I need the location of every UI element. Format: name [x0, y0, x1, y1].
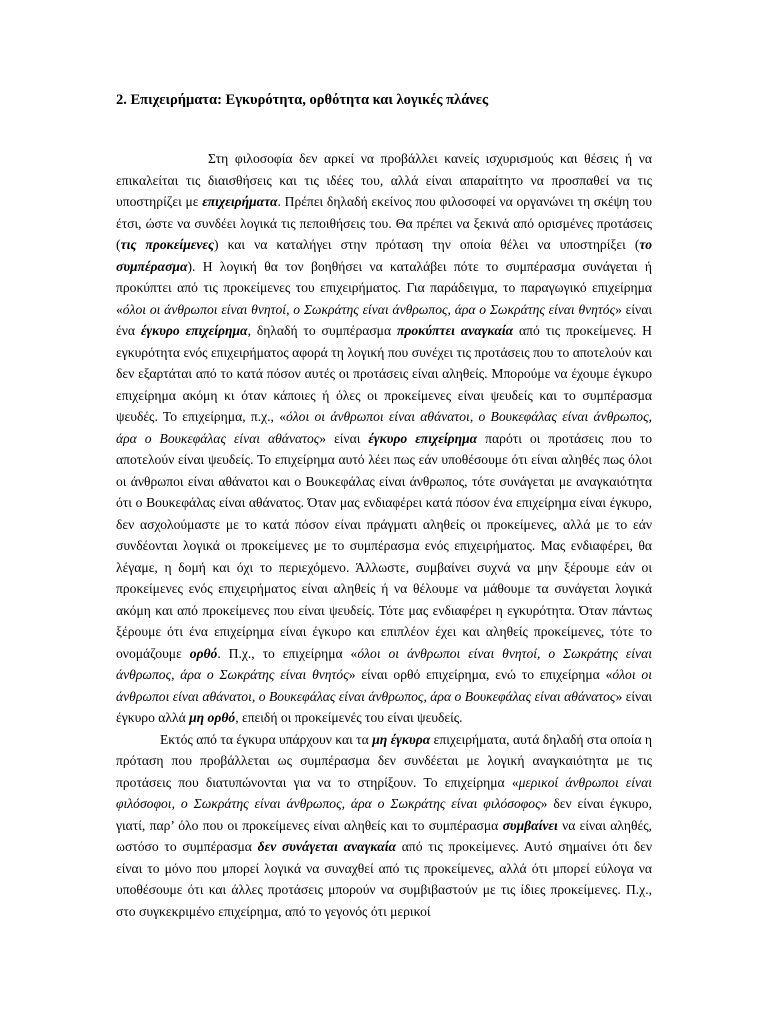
text-run: από τις προκείμενες. Αυτό σημαίνει ότι δεν είναι το μόνο που μπορεί λογικά να συναχθεί από τις προκείμενες, αλλά ότι μπορεί εύλογα να υποθέσουμε ότι και άλλες προτάσεις μπορούν να συμβιβαστούν με τις ίδιες προκείμενες. Π.χ., στο συγκεκριμένο επιχείρημα, από το γεγονός ότι μερικοί [116, 839, 652, 919]
text-run: μερικοί άνθρωποι είναι φιλόσοφοι, ο Σωκράτης είναι άνθρωπος, άρα ο Σωκράτης είναι φιλόσοφος [116, 774, 653, 811]
text-run: συμβαίνει [502, 817, 558, 833]
text-run: , δηλαδή το συμπέρασμα [247, 323, 397, 338]
text-run: μη έγκυρα [372, 731, 431, 747]
text-run: όλοι οι άνθρωποι είναι θνητοί, ο Σωκράτης είναι άνθρωπος, άρα ο Σωκράτης είναι θνητός [116, 645, 652, 682]
paragraph-validity [116, 148, 652, 729]
text-run: έγκυρο επιχείρημα [140, 323, 248, 338]
text-run: παρότι οι προτάσεις που το αποτελούν είναι ψευδείς. Το επιχείρημα αυτό λέει πως εάν υποθέσουμε ότι είναι αληθές πως όλοι οι άνθρωποι είναι αθάνατοι και ο Βουκεφάλας είναι άνθρωπος, τότε συνάγεται με αναγκαιότητα ότι ο Βουκεφάλας είναι αθάνατος. Όταν μας ενδιαφέρει κατά πόσον ένα επιχείρημα είναι έγκυρο, δεν ασχολούμαστε με το κατά πόσον είναι πράγματι αληθείς οι προκείμενες, αλλά με το εάν συνδέονται λογικά οι προκείμενες με το συμπέρασμα ενός επιχειρήματος. Μας ενδιαφέρει, θα λέγαμε, η δομή και όχι το περιεχόμενο. Άλλωστε, συμβαίνει συχνά να μην ξέρουμε εάν οι προκείμενες ενός επιχειρήματος είναι αληθείς ή να θέλουμε να μάθουμε τα συνάγεται λογικά ακόμη και από προκείμενες που είναι ψευδείς. Τότε μας ενδιαφέρει η εγκυρότητα. Όταν πάντως ξέρουμε ότι ένα επιχείρημα είναι έγκυρο και επιπλέον έχει και αληθείς προκείμενες, τότε το ονομάζουμε [116, 430, 652, 661]
text-run: από τις προκείμενες. Η εγκυρότητα ενός επιχειρήματος αφορά τη λογική που συνέχει τις προτάσεις που το αποτελούν και δεν εξαρτάται από το κατά πόσον αυτές οι προτάσεις είναι αληθείς. Μπορούμε να έχουμε έγκυρο επιχείρημα ακόμη κι όταν κάποιες ή όλες οι προκείμενες είναι ψευδείς και το συμπέρασμα ψευδές. Το επιχείρημα, π.χ., « [116, 323, 652, 424]
text-run: Εκτός από τα έγκυρα υπάρχουν και τα [160, 731, 373, 747]
section-heading: 2. Επιχειρήματα: Εγκυρότητα, ορθότητα και λογικές πλάνες [116, 92, 489, 108]
text-run: ορθό [189, 645, 218, 661]
paragraph-invalid-arguments [116, 729, 652, 923]
text-run: δεν συνάγεται αναγκαία [257, 839, 397, 854]
text-run: » είναι έγκυρο αλλά [116, 688, 652, 725]
text-run: , επειδή οι προκείμενές του είναι ψευδείς. [235, 710, 463, 725]
text-run: » είναι ένα [116, 301, 652, 338]
text-run: προκύπτει αναγκαία [396, 323, 514, 338]
text-run: να είναι αληθές, ωστόσο το συμπέρασμα [116, 817, 652, 854]
document-body [116, 90, 652, 922]
text-run: το συμπέρασμα [116, 237, 652, 274]
text-run: » δεν είναι έγκυρο, γιατί, παρ’ όλο που οι προκείμενες είναι αληθείς και το συμπέρασμα [116, 796, 652, 833]
text-run: Στη φιλοσοφία δεν αρκεί να προβάλλει κανείς ισχυρισμούς και θέσεις ή να επικαλείται τις διαισθήσεις και τις ιδέες του, αλλά είναι απαραίτητο να προσπαθεί να τις υποστηρίζει με [116, 151, 652, 209]
text-run: ) και να καταλήγει στην πρόταση την οποία θέλει να υποστηρίξει ( [214, 237, 640, 252]
text-run: . Π.χ., το επιχείρημα « [217, 645, 358, 661]
text-run: » είναι [319, 430, 369, 446]
text-run: » είναι ορθό επιχείρημα, ενώ το επιχείρημα « [348, 667, 613, 682]
text-run: μη ορθό [189, 710, 236, 725]
text-run: τις προκείμενες [120, 237, 215, 252]
text-run: επιχειρήματα [202, 194, 278, 209]
text-run: όλοι οι άνθρωποι είναι αθάνατοι, ο Βουκεφάλας είναι άνθρωπος, άρα ο Βουκεφάλας είναι αθάνατος [116, 409, 653, 446]
text-run: όλοι οι άνθρωποι είναι αθάνατοι, ο Βουκεφάλας είναι άνθρωπος, άρα ο Βουκεφάλας είναι αθάνατος [116, 667, 652, 704]
text-run: . Πρέπει δηλαδή εκείνος που φιλοσοφεί να οργανώνει τη σκέψη του έτσι, ώστε να συνδέει λογικά τις πεποιθήσεις του. Θα πρέπει να ξεκινά από ορισμένες προτάσεις ( [116, 194, 652, 252]
text-run: επιχειρήματα, αυτά δηλαδή στα οποία η πρόταση που προβάλλεται ως συμπέρασμα δεν συνδέεται με λογική αναγκαιότητα με τις προτάσεις που διατυπώνονται για να το στηρίξουν. Το επιχείρημα « [116, 731, 652, 790]
text-run: όλοι οι άνθρωποι είναι θνητοί, ο Σωκράτης είναι άνθρωπος, άρα ο Σωκράτης είναι θνητός [122, 301, 616, 317]
text-run: ). Η λογική θα τον βοηθήσει να καταλάβει πότε το συμπέρασμα συνάγεται ή προκύπτει από τις προκείμενες του επιχειρήματος. Για παράδειγμα, το παραγωγικό επιχείρημα « [116, 258, 652, 317]
text-run: έγκυρο επιχείρημα [368, 430, 478, 446]
